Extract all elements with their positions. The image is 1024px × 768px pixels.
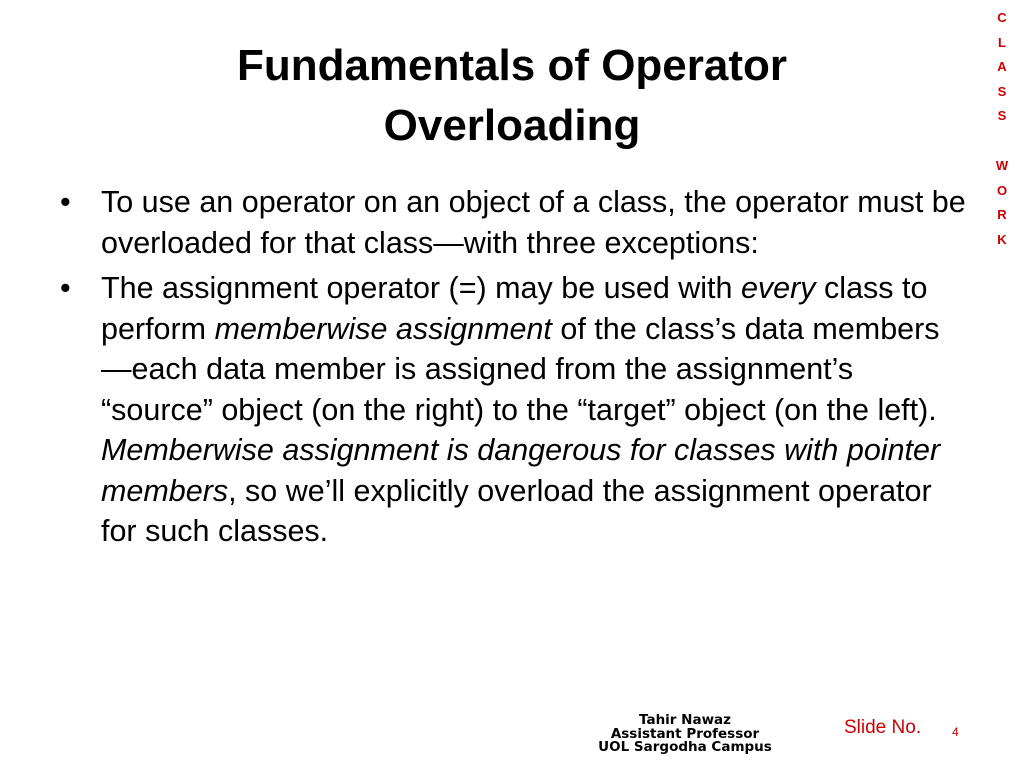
- side-letter: O: [996, 182, 1008, 198]
- bullet-dot-icon: •: [60, 271, 71, 305]
- side-letter: R: [997, 207, 1007, 222]
- side-letter: L: [998, 34, 1006, 50]
- bullet-text: of the class’s data members—each data member is assigned from the assignment’s “source” object (on the right) to the “target” object (on the left).: [101, 311, 940, 427]
- side-label-class: [990, 6, 1014, 129]
- bullet-emphasis: memberwise assignment: [214, 311, 552, 346]
- bullet-text: class to perform: [101, 271, 928, 346]
- slide-number-label: Slide No.: [844, 717, 922, 738]
- side-letter: S: [997, 83, 1007, 99]
- bullet-emphasis: Memberwise assignment is dangerous for classes with pointer members: [101, 433, 941, 508]
- side-letter: A: [997, 59, 1007, 74]
- author-name: Tahir Nawaz: [638, 712, 732, 728]
- side-letter: S: [997, 108, 1007, 123]
- slide-title-line-2: Overloading: [383, 101, 641, 150]
- bullet-item: [58, 268, 968, 552]
- author-campus: UOL Sargodha Campus: [598, 739, 772, 755]
- side-letter: W: [995, 158, 1009, 173]
- side-letter: C: [997, 10, 1007, 25]
- bullet-text: The assignment operator (=) may be used with: [101, 271, 741, 305]
- bullet-emphasis: every: [740, 271, 816, 305]
- bullet-text: , so we’ll explicitly overload the assignment operator for such classes.: [101, 473, 932, 548]
- bullet-list: [58, 182, 968, 557]
- author-credit: [570, 714, 800, 755]
- slide-title: [150, 36, 874, 156]
- slide-title-line-1: Fundamentals of Operator: [236, 41, 788, 90]
- side-letter: K: [997, 231, 1007, 247]
- side-label-work: [990, 154, 1014, 252]
- bullet-text: To use an operator on an object of a class, the operator must be overloaded for that class—with three exceptions:: [101, 185, 966, 260]
- bullet-dot-icon: •: [60, 185, 71, 219]
- bullet-item: [58, 182, 968, 263]
- slide-number: 4: [952, 725, 959, 739]
- author-role: Assistant Professor: [610, 725, 760, 742]
